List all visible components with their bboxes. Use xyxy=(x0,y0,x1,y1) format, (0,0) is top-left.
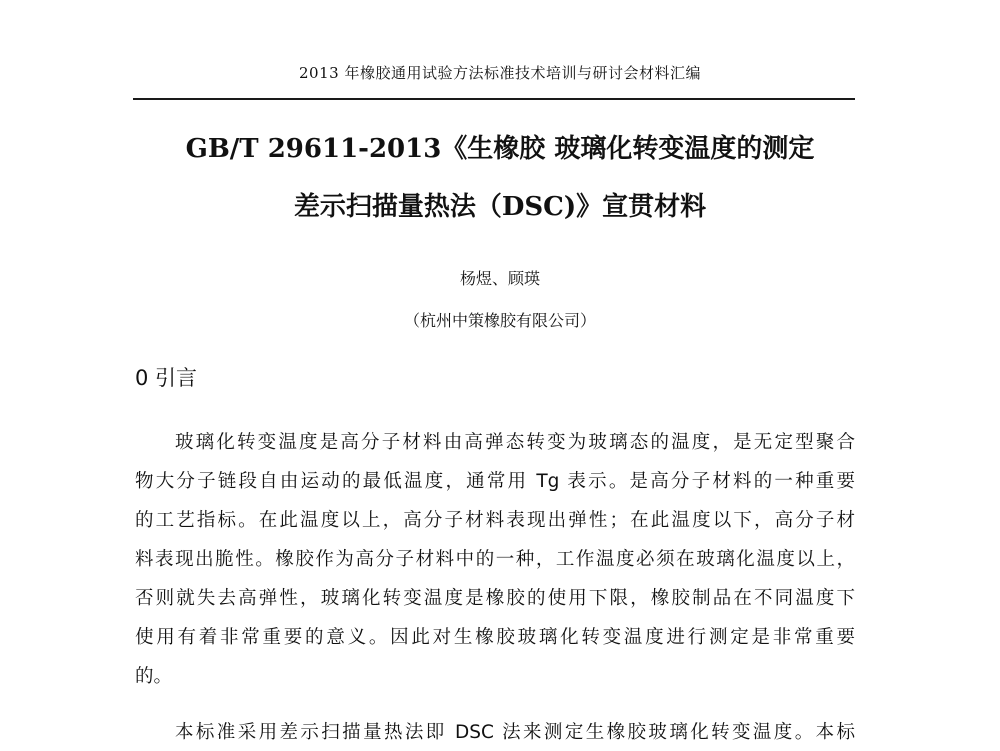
paragraph-line: 料表现出脆性。橡胶作为高分子材料中的一种，工作温度必须在玻璃化温度以上， xyxy=(135,549,855,570)
article-title-line-1: GB/T 29611-2013《生橡胶 玻璃化转变温度的测定 xyxy=(185,134,815,164)
header-rule xyxy=(133,98,855,100)
paragraph-line: 的。 xyxy=(135,666,173,687)
section-heading: 0 引言 xyxy=(135,366,198,390)
paragraph-line: 使用有着非常重要的意义。因此对生橡胶玻璃化转变温度进行测定是非常重要 xyxy=(135,627,855,648)
running-header: 2013 年橡胶通用试验方法标准技术培训与研讨会材料汇编 xyxy=(299,64,701,82)
article-title-line-2: 差示扫描量热法（DSC)》宣贯材料 xyxy=(293,192,707,222)
paragraph-line: 本标准采用差示扫描量热法即 DSC 法来测定生橡胶玻璃化转变温度。本标 xyxy=(175,722,855,743)
authors: 杨煜、顾瑛 xyxy=(459,269,540,288)
paragraph-line: 玻璃化转变温度是高分子材料由高弹态转变为玻璃态的温度，是无定型聚合 xyxy=(175,432,855,453)
paragraph-line: 物大分子链段自由运动的最低温度，通常用 Tg 表示。是高分子材料的一种重要 xyxy=(135,471,855,492)
affiliation: （杭州中策橡胶有限公司） xyxy=(403,311,596,330)
paragraph-line: 的工艺指标。在此温度以上，高分子材料表现出弹性；在此温度以下，高分子材 xyxy=(135,510,855,531)
paragraph-line: 否则就失去高弹性，玻璃化转变温度是橡胶的使用下限，橡胶制品在不同温度下 xyxy=(135,588,855,609)
